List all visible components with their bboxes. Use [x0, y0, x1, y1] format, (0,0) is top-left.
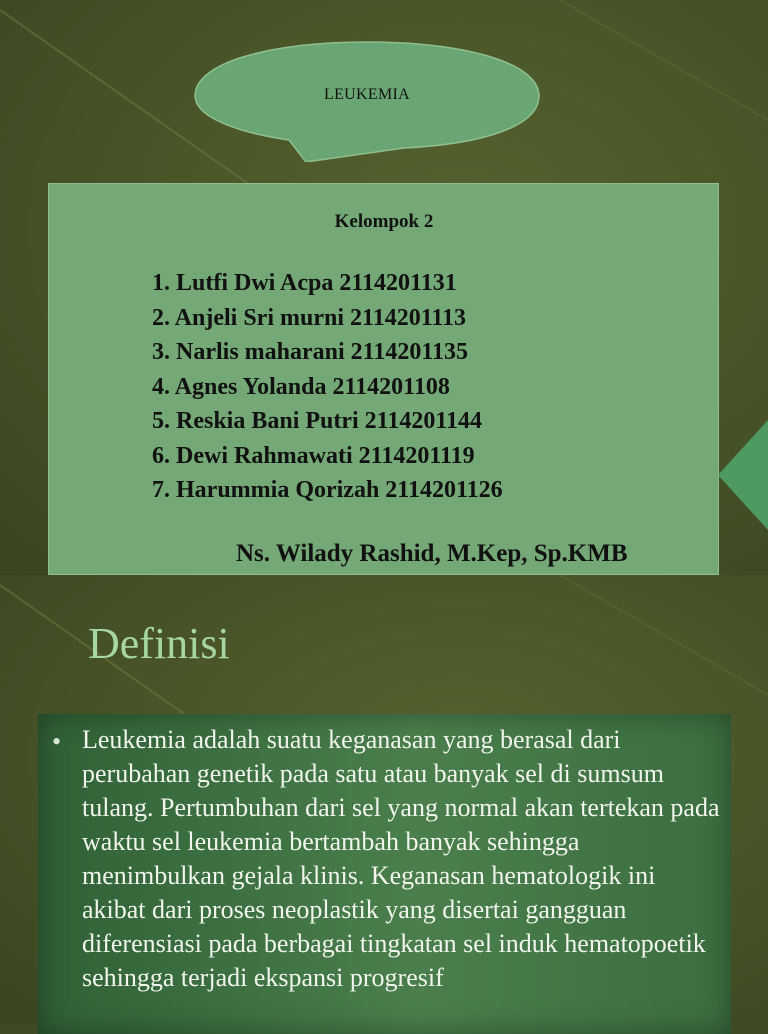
- definition-text: Leukemia adalah suatu keganasan yang berasal dari perubahan genetik pada satu atau banyak sel di sumsum tulang. Pertumbuhan dari sel yang normal akan tertekan pada waktu sel leukemia bertambah banyak sehingga menimbulkan gejala klinis. Keganasan hematologik ini akibat dari proses neoplastik yang disertai gangguan diferensiasi pada berbagai tingkatan sel induk hematopoetik sehingga terjadi ekspansi progresif: [82, 725, 720, 992]
- callout-title: LEUKEMIA: [324, 86, 410, 103]
- bullet-icon: •: [52, 727, 62, 756]
- member-item: 4. Agnes Yolanda 2114201108: [152, 373, 450, 400]
- member-item: 1. Lutfi Dwi Acpa 2114201131: [152, 270, 457, 296]
- member-item: 3. Narlis maharani 2114201135: [152, 339, 469, 365]
- definition-title: Definisi: [88, 619, 230, 668]
- supervisor-name: Ns. Wilady Rashid, M.Kep, Sp.KMB: [236, 540, 628, 567]
- member-item: 6. Dewi Rahmawati 2114201119: [152, 442, 475, 469]
- next-arrow-icon: [718, 420, 768, 530]
- member-list: [152, 266, 503, 508]
- member-item: 7. Harummia Qorizah 2114201126: [152, 477, 503, 503]
- group-title: Kelompok 2: [334, 211, 434, 232]
- member-item: 5. Reskia Bani Putri 2114201144: [152, 408, 483, 434]
- member-item: 2. Anjeli Sri murni 2114201113: [152, 304, 467, 331]
